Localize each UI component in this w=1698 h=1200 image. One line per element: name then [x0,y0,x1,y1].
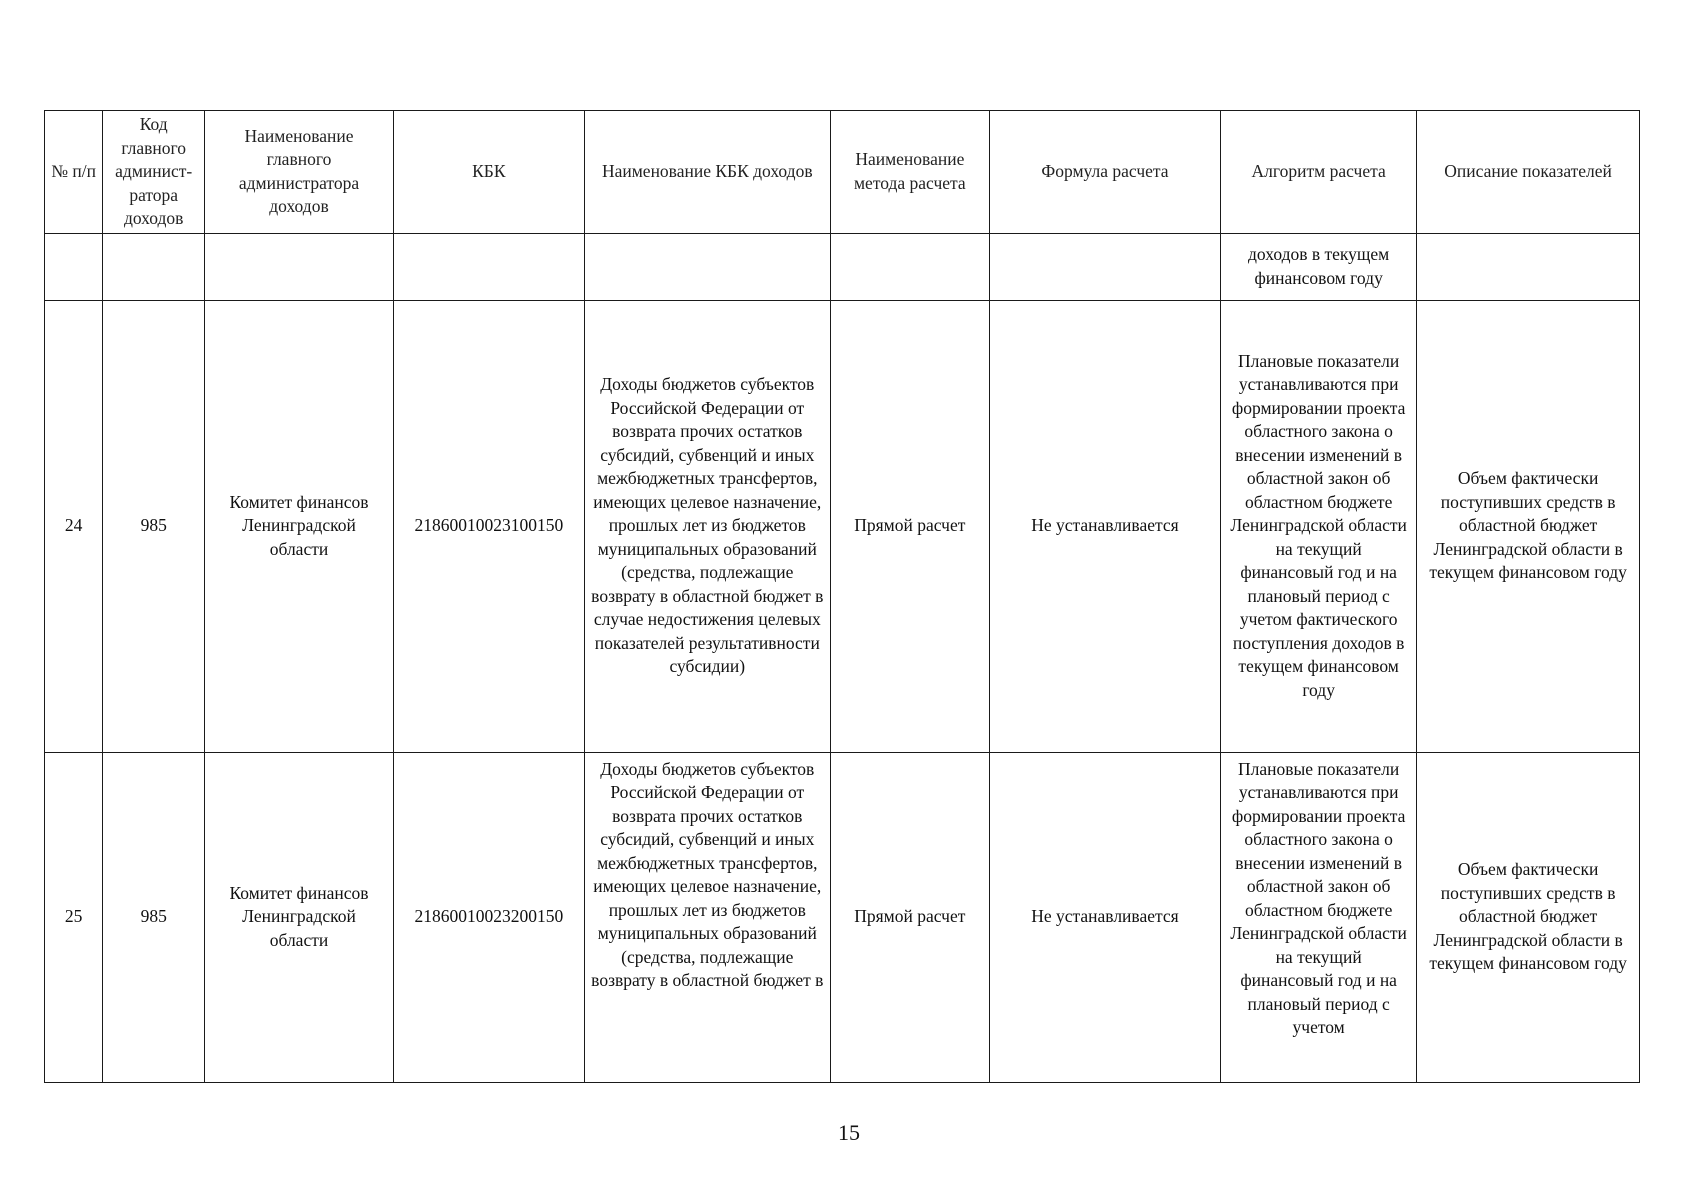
cell-admin-code: 985 [103,300,205,752]
algorithm-text: Плановые показатели устанавливаются при формировании проекта областного закона о внесении изменений в областной закон об областном бюджете Ленинградской области на текущий финансовый год и на плановый период с учетом [1230,758,1407,1037]
cell-kbk-name: Доходы бюджетов субъектов Российской Федерации от возврата прочих остатков субсидий, субвенций и иных межбюджетных трансфертов, имеющих целевое назначение, прошлых лет из бюджетов муниципальных образований (средства, подлежащие возврату в областной бюджет в случае недостижения целевых показателей результативности субсидии) [584,300,830,752]
cell-admin-name: Комитет финансов Ленинградской области [205,300,394,752]
header-kbk-name: Наименование КБК доходов [584,111,830,234]
table-header-row [45,111,1640,234]
cell-description: Объем фактически поступивших средств в областной бюджет Ленинградской области в текущем финансовом году [1417,300,1640,752]
revenue-methods-table [44,110,1640,1083]
header-method: Наименование метода расчета [830,111,989,234]
header-admin-name: Наименование главного администратора доходов [205,111,394,234]
cell-formula: Не устанавливается [989,752,1220,1082]
table-row [45,752,1640,1082]
cell-method: Прямой расчет [830,300,989,752]
cell-num: 25 [45,752,103,1082]
page-number: 15 [838,1120,860,1145]
cell-method: Прямой расчет [830,752,989,1082]
cell-kbk-name [584,233,830,300]
table-row-continuation [45,233,1640,300]
cell-kbk: 21860010023200150 [393,752,584,1082]
cell-admin-code [103,233,205,300]
cell-algorithm: доходов в текущем финансовом году [1221,233,1417,300]
header-kbk: КБК [393,111,584,234]
cell-formula [989,233,1220,300]
cell-admin-name: Комитет финансов Ленинградской области [205,752,394,1082]
cell-algorithm: Плановые показатели устанавливаются при формировании проекта областного закона о внесении изменений в областной закон об областном бюджете Ленинградской области на текущий финансовый год и на плановый период с учетом фактического поступления доходов в текущем финансовом году [1221,300,1417,752]
cell-description [1417,233,1640,300]
cell-admin-code: 985 [103,752,205,1082]
header-description: Описание показателей [1417,111,1640,234]
cell-num [45,233,103,300]
cell-kbk [393,233,584,300]
cell-description: Объем фактически поступивших средств в областной бюджет Ленинградской области в текущем финансовом году [1417,752,1640,1082]
cell-formula: Не устанавливается [989,300,1220,752]
kbk-name-text: Доходы бюджетов субъектов Российской Федерации от возврата прочих остатков субсидий, субвенций и иных межбюджетных трансфертов, имеющих целевое назначение, прошлых лет из бюджетов муниципальных образований (средства, подлежащие возврату в областной бюджет в [591,758,824,990]
header-admin-code: Код главного админист-ратора доходов [103,111,205,234]
header-num: № п/п [45,111,103,234]
cell-algorithm [1221,752,1417,1082]
table-row [45,300,1640,752]
cell-kbk-name [584,752,830,1082]
header-formula: Формула расчета [989,111,1220,234]
header-algorithm: Алгоритм расчета [1221,111,1417,234]
cell-method [830,233,989,300]
cell-kbk: 21860010023100150 [393,300,584,752]
cell-admin-name [205,233,394,300]
cell-num: 24 [45,300,103,752]
